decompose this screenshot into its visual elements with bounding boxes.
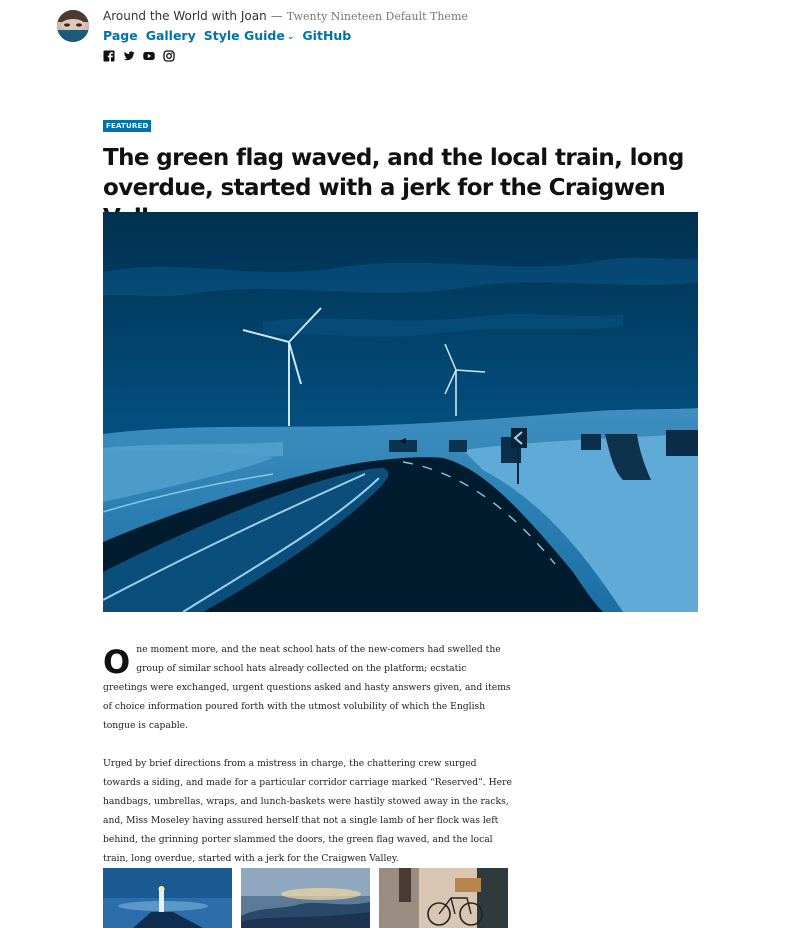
avatar[interactable] xyxy=(57,10,89,42)
paragraph-1 xyxy=(103,640,513,735)
nav-item-gallery[interactable]: Gallery xyxy=(145,28,196,43)
nav-item-style-guide-label: Style Guide xyxy=(203,28,285,43)
site-tagline: Twenty Nineteen Default Theme xyxy=(286,10,468,23)
nav-item-github[interactable]: GitHub xyxy=(302,28,352,43)
featured-image xyxy=(103,212,698,612)
gallery xyxy=(103,868,508,928)
chevron-down-icon[interactable]: ⌄ xyxy=(286,32,295,42)
social-links xyxy=(103,50,468,62)
facebook-icon[interactable] xyxy=(103,50,115,62)
paragraph-1-text: ne moment more, and the neat school hats of the new-comers had swelled the group of similar school hats already collected on the platform; ecstatic greetings were exchanged, urgent questions asked and hasty answers given, and items of choice information poured forth with the utmost volubility of which the English tongue is capable. xyxy=(103,644,511,731)
nav-item-style-guide[interactable] xyxy=(204,27,295,46)
site-title[interactable]: Around the World with Joan xyxy=(103,9,267,23)
site-branding xyxy=(103,8,468,62)
featured-badge: FEATURED xyxy=(103,120,151,132)
nav-item-page[interactable]: Page xyxy=(103,28,138,43)
post-content xyxy=(103,640,513,887)
paragraph-2: Urged by brief directions from a mistress in charge, the chattering crew surged towards a siding, and made for a particular corridor carriage marked “Reserved”. Here handbags, umbrellas, wraps, and lunch-baskets were hastily stowed away in the racks, and, Miss Moseley having assured herself that not a single lamb of her flock was left behind, the grinning porter slammed the doors, the green flag waved, and the local train, long overdue, started with a jerk for the Craigwen Valley. xyxy=(103,758,512,864)
gallery-image-lighthouse[interactable] xyxy=(103,868,232,928)
title-separator: — xyxy=(270,9,283,23)
youtube-icon[interactable] xyxy=(143,50,155,62)
site-title-line xyxy=(103,8,468,25)
avatar-image xyxy=(57,10,89,42)
gallery-image-mountains[interactable] xyxy=(241,868,370,928)
post-title[interactable]: The green flag waved, and the local train, long overdue, started with a jerk for the Craigwen xyxy=(103,145,684,201)
drop-cap: O xyxy=(103,643,131,681)
instagram-icon[interactable] xyxy=(163,50,175,62)
twitter-icon[interactable] xyxy=(123,50,135,62)
gallery-image-bicycle[interactable] xyxy=(379,868,508,928)
main-navigation xyxy=(103,27,468,46)
